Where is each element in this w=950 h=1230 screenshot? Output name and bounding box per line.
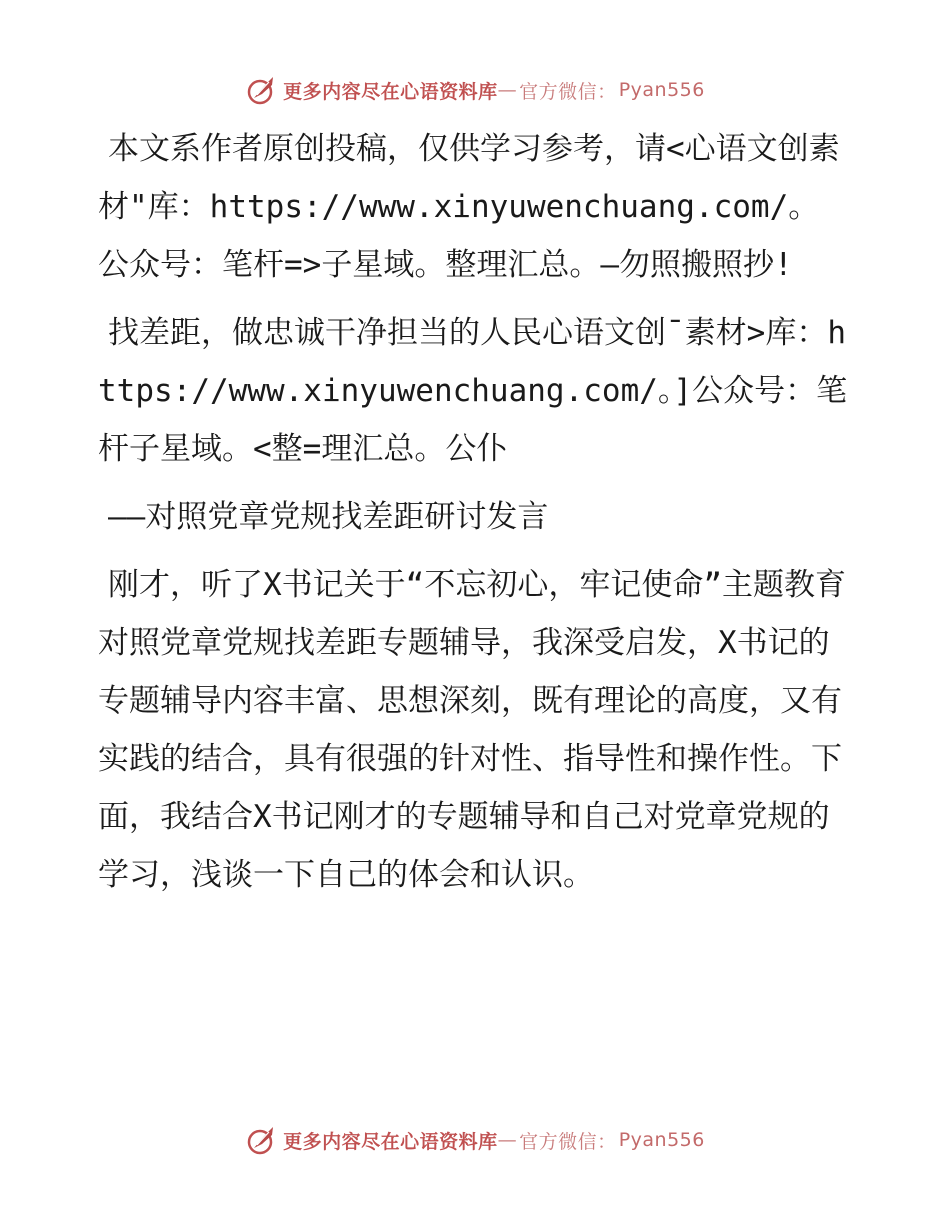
header-watermark	[0, 72, 950, 108]
watermark-main-text: 更多内容尽在心语资料库	[283, 1130, 498, 1153]
feather-pen-icon	[245, 73, 279, 107]
paragraph-body: 刚才，听了X书记关于“不忘初心，牢记使命”主题教育对照党章党规找差距专题辅导，我深受启发，X书记的专题辅导内容丰富、思想深刻，既有理论的高度，又有实践的结合，具有很强的针对性、指导性和操作性。下面，我结合X书记刚才的专题辅导和自己对党章党规的学习，浅谈一下自己的体会和认识。	[98, 567, 846, 893]
document-body	[98, 120, 850, 914]
feather-pen-icon	[245, 1123, 279, 1157]
paragraph-notice-1: 本文系作者原创投稿，仅供学习参考，请<心语文创素材"库：https://www.xinyuwenchuang.com/。公众号：笔杆=>子星域。整理汇总。—勿照搬照抄!	[98, 131, 840, 283]
watermark-wechat-id: Pyan556	[618, 1129, 705, 1151]
watermark-separator: —	[497, 79, 518, 101]
paragraph-notice-2: 找差距，做忠诚干净担当的人民心语文创¯素材>库：https://www.xinyuwenchuang.com/。]公众号：笔杆子星域。<整=理汇总。公仆	[98, 315, 848, 467]
document-subtitle: ——对照党章党规找差距研讨发言	[108, 499, 549, 535]
watermark-wechat-id: Pyan556	[618, 79, 705, 101]
footer-watermark	[0, 1122, 950, 1158]
watermark-wechat-label: 官方微信：	[519, 1130, 617, 1153]
watermark-separator: —	[497, 1129, 518, 1151]
watermark-wechat-label: 官方微信：	[519, 80, 617, 103]
watermark-main-text: 更多内容尽在心语资料库	[283, 80, 498, 103]
